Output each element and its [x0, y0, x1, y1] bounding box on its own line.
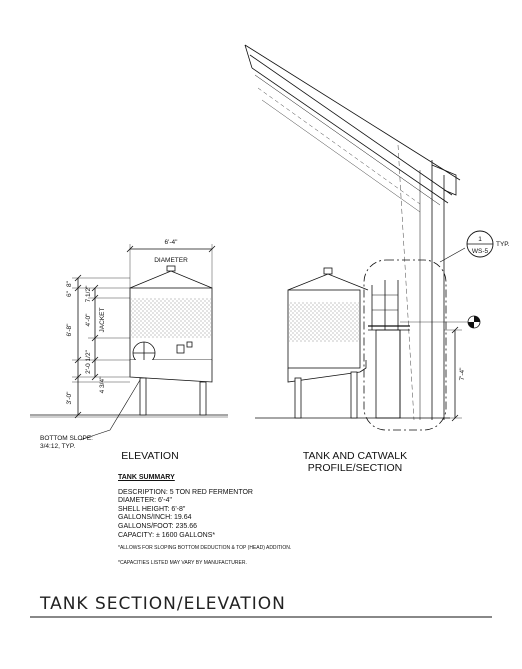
- summary-note-2: *CAPACITIES LISTED MAY VARY BY MANUFACTURER.: [118, 559, 247, 566]
- bottom-slope-label-1: BOTTOM SLOPE:: [40, 435, 93, 442]
- elevation-dim-head: 6": [66, 291, 73, 297]
- summary-note-1: *ALLOWS FOR SLOPING BOTTOM DEDUCTION & TOP (HEAD) ADDITION.: [118, 545, 292, 552]
- elevation-jacket: [131, 298, 211, 338]
- detail-number: 1: [478, 236, 482, 243]
- elevation-dim-shell: 6'-8": [66, 323, 73, 337]
- tank-summary: [118, 474, 358, 567]
- elevation-jacket-label: JACKET: [99, 307, 106, 333]
- profile-title-2: PROFILE/SECTION: [307, 462, 403, 474]
- elevation-target-icon: [468, 316, 480, 328]
- elevation-dim-slope: 4 3/4": [99, 376, 106, 394]
- elevation-dim-jacket-gap: 7 1/2": [85, 285, 92, 303]
- tank-summary-heading: TANK SUMMARY: [118, 474, 175, 481]
- profile-title-1: TANK AND CATWALK: [302, 450, 408, 462]
- detail-sheet: WS-5: [471, 248, 489, 255]
- elevation-diameter-dim: 6'-4": [164, 239, 178, 246]
- elevation-view: [30, 244, 228, 440]
- elevation-dim-jacket: 4'-0": [85, 313, 92, 327]
- summary-line: CAPACITY: ± 1600 GALLONS*: [118, 531, 216, 539]
- summary-line: GALLONS/INCH: 19.64: [118, 514, 192, 522]
- elevation-title: ELEVATION: [121, 450, 179, 462]
- summary-line: DIAMETER: 6'-4": [118, 497, 172, 505]
- elevation-dim-legs: 3'-0": [66, 391, 73, 405]
- elevation-dim-top: 8": [66, 281, 73, 287]
- summary-line: GALLONS/FOOT: 235.66: [118, 522, 197, 530]
- summary-line: SHELL HEIGHT: 6'-8": [118, 505, 186, 513]
- elevation-dim-lower: 2'-0 1/2": [85, 350, 92, 374]
- profile-jacket: [289, 302, 359, 342]
- profile-view: [245, 45, 470, 430]
- sheet-title: TANK SECTION/ELEVATION: [40, 594, 286, 614]
- detail-typ: TYP.: [496, 241, 510, 248]
- bottom-slope-label-2: 3/4:12, TYP.: [40, 443, 76, 450]
- summary-line: DESCRIPTION: 5 TON RED FERMENTOR: [118, 488, 253, 496]
- elevation-diameter-label: DIAMETER: [154, 257, 188, 264]
- profile-dim-height: 7'-4": [459, 367, 466, 381]
